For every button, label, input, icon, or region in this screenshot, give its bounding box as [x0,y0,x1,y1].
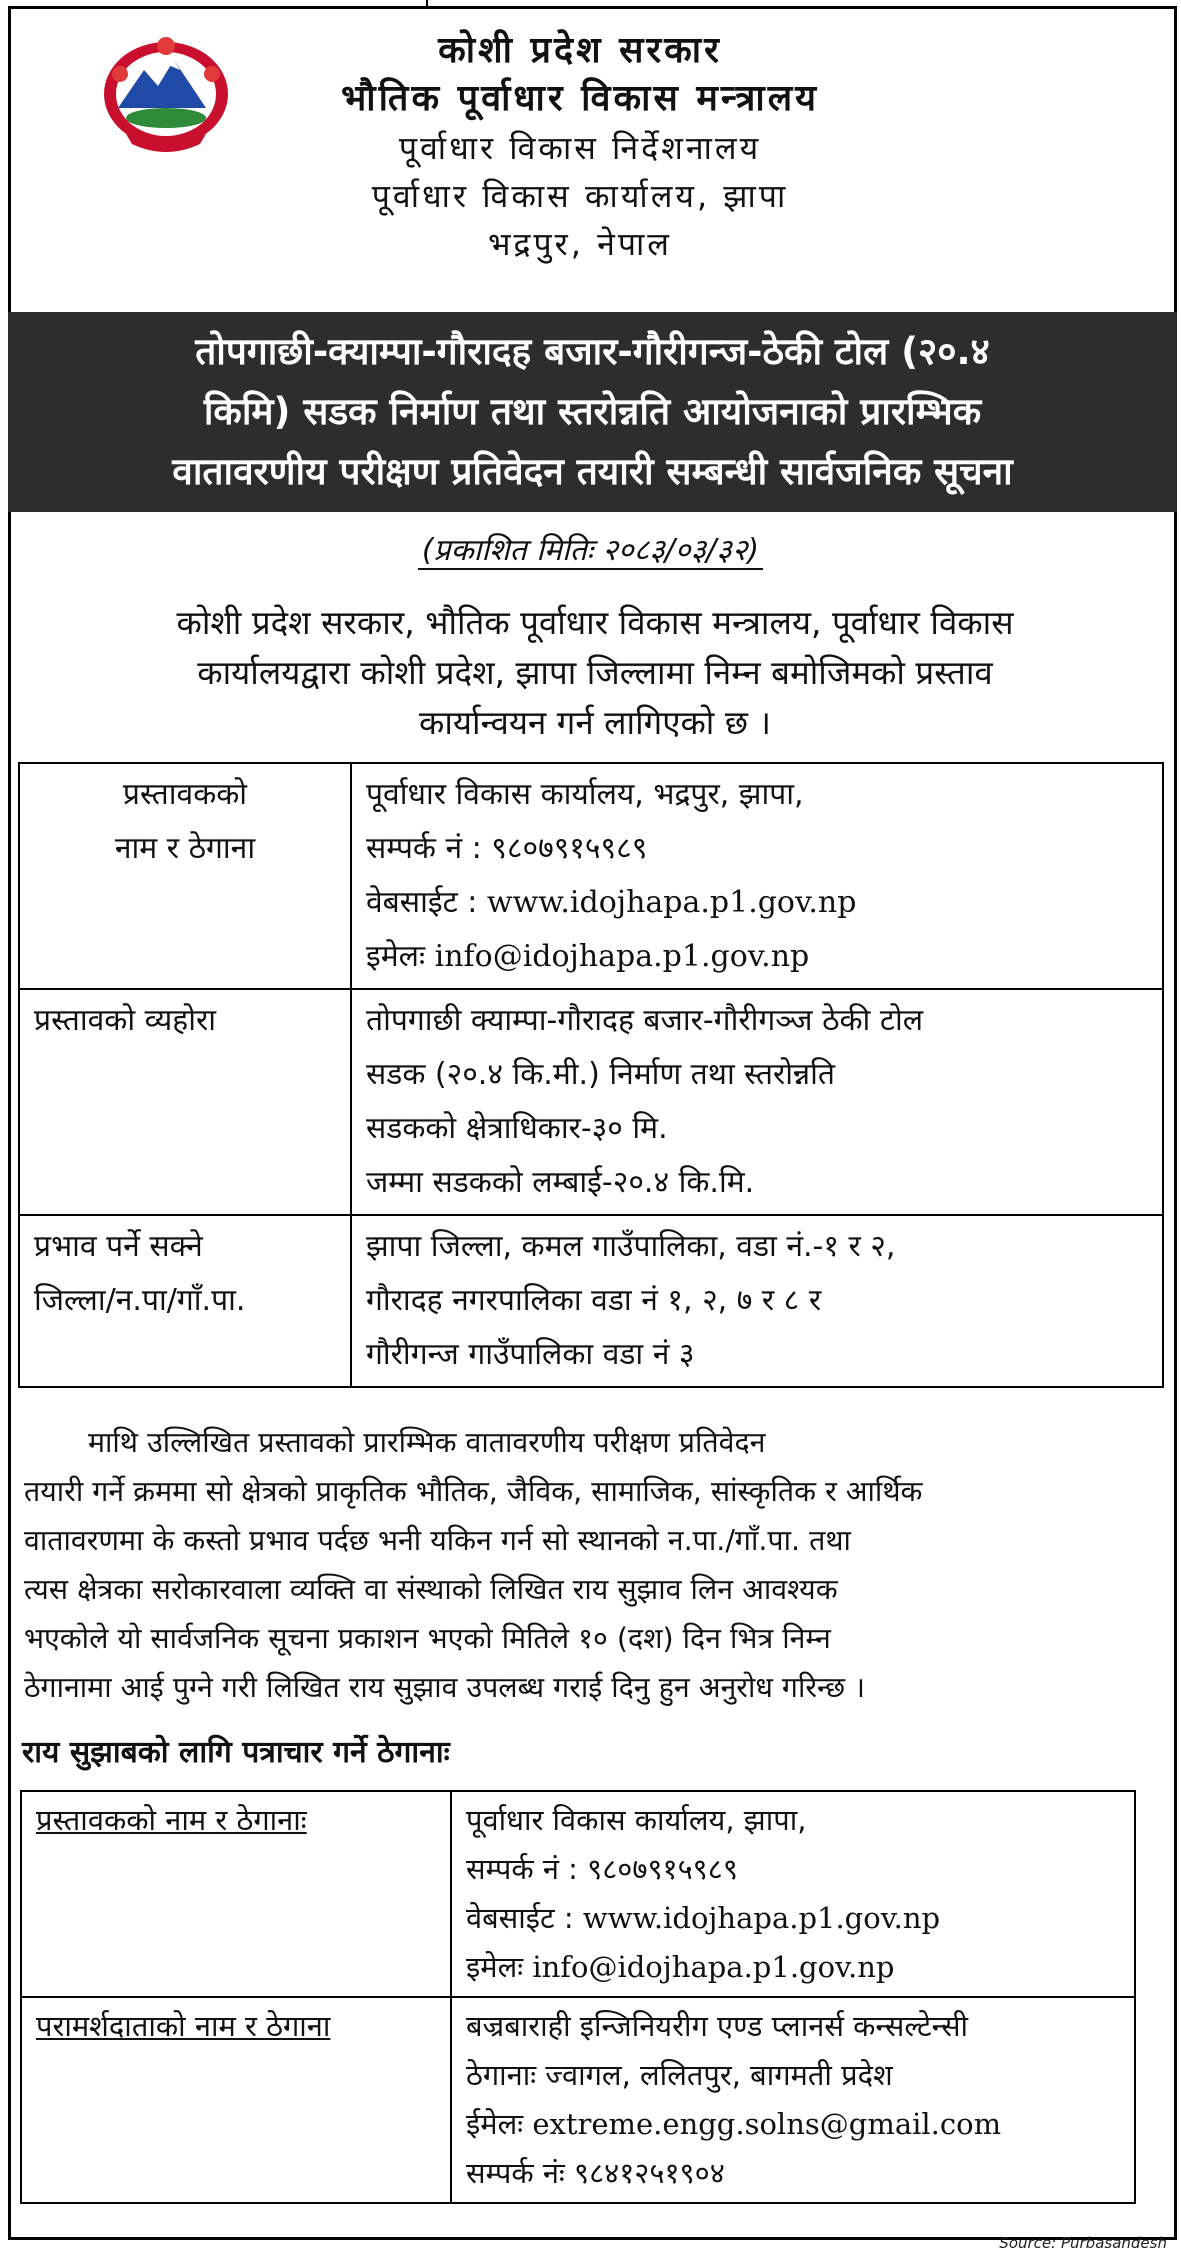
intro-text [40,598,1150,748]
proposal-subject-label: प्रस्तावको व्यहोरा [19,989,351,1215]
email-link[interactable]: info@idojhapa.p1.gov.np [434,939,810,974]
table-row [19,989,1163,1215]
proposal-subject: तोपगाछी क्याम्पा-गौरादह बजार-गौरीगञ्ज ठेकी टोल सडक (२०.४ कि.मी.) निर्माण तथा स्तरोन्नति सडकको क्षेत्राधिकार-३० मि. जम्मा सडकको लम्बाई-२०.४ कि.मि. [351,989,1163,1215]
website-link[interactable]: www.idojhapa.p1.gov.np [582,1901,941,1935]
title-line-2: किमि) सडक निर्माण तथा स्तरोन्नति आयोजनाको प्रारम्भिक [203,390,982,433]
header-office: पूर्वाधार विकास कार्यालय, झापा [371,177,789,215]
table-row [19,1215,1163,1387]
table-row [21,1997,1135,2203]
source-credit: Source: Purbasandesh [999,2234,1167,2252]
consultant-email-link[interactable]: extreme.engg.solns@gmail.com [532,2107,1002,2141]
header-ministry: भौतिक पूर्वाधार विकास मन्त्रालय [340,78,820,119]
proposer-details: पूर्वाधार विकास कार्यालय, भद्रपुर, झापा, सम्पर्क नं : ९८०७९१५९८९ वेबसाईट : www.idojhapa.p1.gov.np इमेलः info@idojhapa.p1.gov.np [351,763,1163,989]
affected-area-label: प्रभाव पर्ने सक्ने जिल्ला/न.पा/गाँ.पा. [19,1215,351,1387]
proposal-table [18,762,1164,1388]
header-government: कोशी प्रदेश सरकार [438,30,722,71]
published-date: (प्रकाशित मितिः २०८३/०३/३२) [0,528,1181,569]
notice-title [8,312,1177,512]
proposer-address-label: प्रस्तावकको नाम र ठेगानाः [21,1791,451,1997]
intro-line-2: कार्यालयद्वारा कोशी प्रदेश, झापा जिल्लामा निम्न बमोजिमको प्रस्ताव [197,653,993,692]
affected-area: झापा जिल्ला, कमल गाउँपालिका, वडा नं.-१ र २, गौरादह नगरपालिका वडा नं १, २, ७ र ८ र गौरीगन्ज गाउँपालिका वडा नं ३ [351,1215,1163,1387]
nepal-emblem-icon [96,34,236,158]
header-location: भद्रपुर, नेपाल [487,225,673,263]
consultant-address-label: परामर्शदाताको नाम र ठेगाना [21,1997,451,2203]
table-row [19,763,1163,989]
proposer-address: पूर्वाधार विकास कार्यालय, झापा, सम्पर्क नं : ९८०७९१५९८९ वेबसाईट : www.idojhapa.p1.gov.np इमेलः info@idojhapa.p1.gov.np [451,1791,1135,1997]
title-line-1: तोपगाछी-क्याम्पा-गौरादह बजार-गौरीगन्ज-ठेकी टोल (२०.४ [195,330,990,373]
proposer-label: प्रस्तावकको नाम र ठेगाना [19,763,351,989]
intro-line-3: कार्यान्वयन गर्न लागिएको छ । [419,703,771,742]
intro-line-1: कोशी प्रदेश सरकार, भौतिक पूर्वाधार विकास मन्त्रालय, पूर्वाधार विकास [176,603,1014,642]
address-heading: राय सुझाबको लागि पत्राचार गर्ने ठेगानाः [22,1735,450,1770]
table-row [21,1791,1135,1997]
consultant-address: बज्रबाराही इन्जिनियरीग एण्ड प्लानर्स कन्सल्टेन्सी ठेगानाः ज्वागल, ललितपुर, बागमती प्रदेश ईमेलः extreme.engg.solns@gmail.com सम्पर्क नंः ९८४१२५१९०४ [451,1997,1135,2203]
website-link[interactable]: www.idojhapa.p1.gov.np [486,885,857,920]
address-table [20,1790,1136,2204]
header-directorate: पूर्वाधार विकास निर्देशनालय [398,129,762,167]
notice-paragraph: माथि उल्लिखित प्रस्तावको प्रारम्भिक वातावरणीय परीक्षण प्रतिवेदन तयारी गर्ने क्रममा सो क्षेत्रको प्राकृतिक भौतिक, जैविक, सामाजिक, सांस्कृतिक र आर्थिक वातावरणमा के कस्तो प्रभाव पर्दछ भनी यकिन गर्न सो स्थानको न.पा./गाँ.पा. तथा त्यस क्षेत्रका सरोकारवाला व्यक्ति वा संस्थाको लिखित राय सुझाव लिन आवश्यक भएकोले यो सार्वजनिक सूचना प्रकाशन भएको मितिले १० (दश) दिन भित्र निम्न ठेगानामा आई पुग्ने गरी लिखित राय सुझाव उपलब्ध गराई दिनु हुन अनुरोध गरिन्छ । [24,1426,923,1704]
email-link[interactable]: info@idojhapa.p1.gov.np [532,1950,895,1984]
title-line-3: वातावरणीय परीक्षण प्रतिवेदन तयारी सम्बन्धी सार्वजनिक सूचना [172,450,1013,493]
office-header [250,28,910,268]
